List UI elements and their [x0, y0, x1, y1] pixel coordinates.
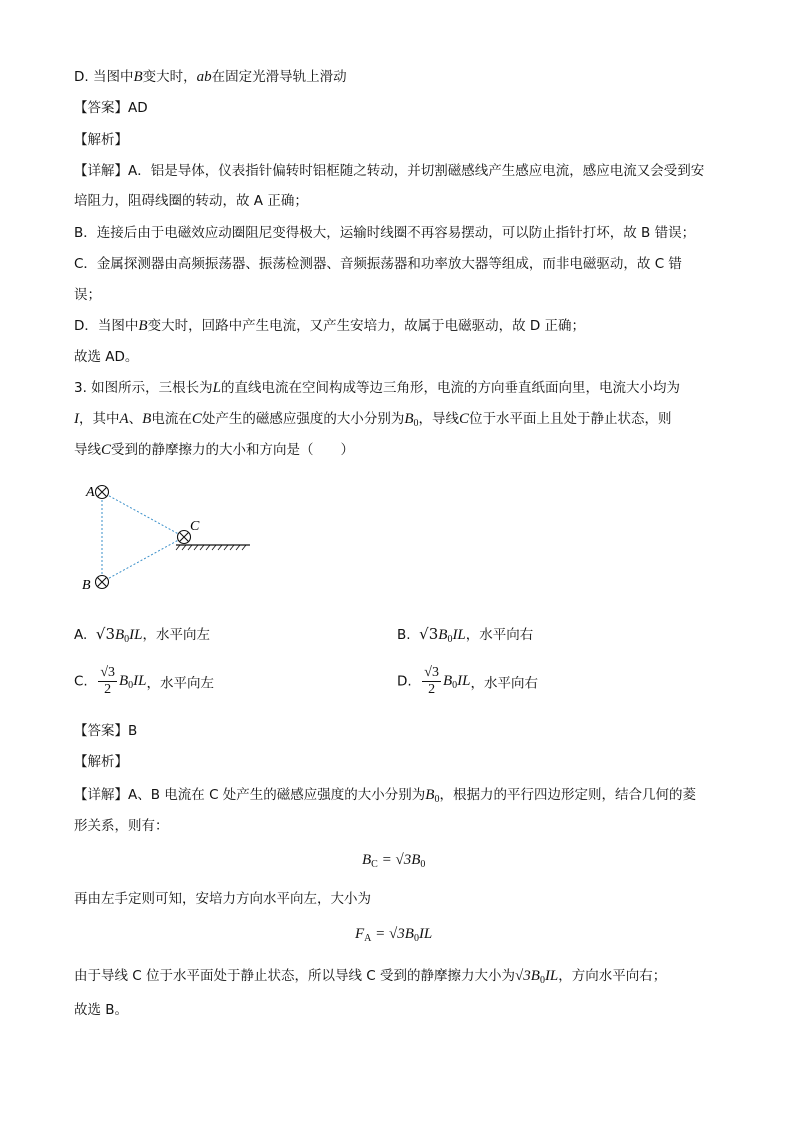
- label-b: B: [82, 578, 91, 593]
- q2-answer: 【答案】AD: [74, 100, 148, 116]
- q3-stem-line1: 3. 如图所示，三根长为L的直线电流在空间构成等边三角形，电流的方向垂直纸面向里，电流大小均为: [74, 380, 681, 396]
- q2-option-d: D. 当图中B变大时，ab在固定光滑导轨上滑动: [74, 69, 347, 85]
- ground-surface: [176, 545, 250, 550]
- q2-detail-a-2: 培阻力，阻碍线圈的转动，故 A 正确；: [74, 193, 308, 209]
- label-a: A: [86, 485, 95, 500]
- q3-option-d[interactable]: D. $\frac{√3}{2}$ $B_0IL$，水平向右: [397, 665, 538, 697]
- q3-figure: [80, 478, 260, 593]
- label-c: C: [190, 519, 200, 534]
- q3-detail-line1: 【详解】A、B 电流在 C 处产生的磁感应强度的大小分别为$B_0$，根据力的平行四边形定则，结合几何的菱: [74, 787, 696, 805]
- q3-option-c[interactable]: C. $\frac{√3}{2}$ $B_0IL$，水平向左: [74, 665, 215, 697]
- wire-b-into-page-icon: [96, 576, 109, 589]
- q2-detail-c-1: C．金属探测器由高频振荡器、振荡检测器、音频振荡器和功率放大器等组成，而非电磁驱动，故 C 错: [74, 256, 682, 272]
- q3-stem-line2: I，其中A、B电流在C处产生的磁感应强度的大小分别为$B_0$，导线C位于水平面上且处于静止状态，则: [74, 411, 672, 429]
- q3-detail-line3: 再由左手定则可知，安培力方向水平向左，大小为: [74, 891, 371, 907]
- edge-b-c: [102, 537, 184, 582]
- q3-answer: 【答案】B: [74, 723, 138, 739]
- q2-conclusion: 故选 AD。: [74, 349, 139, 365]
- q3-analysis-label: 【解析】: [74, 754, 128, 770]
- edge-a-c: [102, 492, 184, 537]
- wire-c-into-page-icon: [178, 531, 191, 544]
- q3-equation-fa: $F_A = √3B_0IL$: [355, 926, 433, 944]
- q2-detail-d: D．当图中B变大时，回路中产生电流，又产生安培力，故属于电磁驱动，故 D 正确；: [74, 318, 586, 334]
- q3-stem-line3: 导线C受到的静摩擦力的大小和方向是（ ）: [74, 442, 355, 458]
- q2-detail-a-1: 【详解】A．铝是导体，仪表指针偏转时铝框随之转动，并切割磁感线产生感应电流，感应电流又会受到安: [74, 163, 705, 179]
- q3-equation-bc: $B_C = √3B_0$: [362, 852, 426, 870]
- q3-option-b[interactable]: B. $√3B_0IL$，水平向右: [397, 625, 534, 645]
- q2-analysis-label: 【解析】: [74, 132, 128, 148]
- q3-conclusion: 故选 B。: [74, 1002, 129, 1018]
- wire-a-into-page-icon: [96, 486, 109, 499]
- q2-detail-b: B．连接后由于电磁效应动圈阻尼变得极大，运输时线圈不再容易摆动，可以防止指针打坏，故 B 错误；: [74, 225, 696, 241]
- q2-detail-c-2: 误；: [74, 287, 101, 303]
- q3-detail-line2: 形关系，则有：: [74, 818, 169, 834]
- q3-option-a[interactable]: A. $√3B_0IL$，水平向左: [74, 625, 211, 645]
- q3-detail-line4: 由于导线 C 位于水平面处于静止状态，所以导线 C 受到的静摩擦力大小为$√3B_0IL$，方向水平向右；: [74, 968, 667, 986]
